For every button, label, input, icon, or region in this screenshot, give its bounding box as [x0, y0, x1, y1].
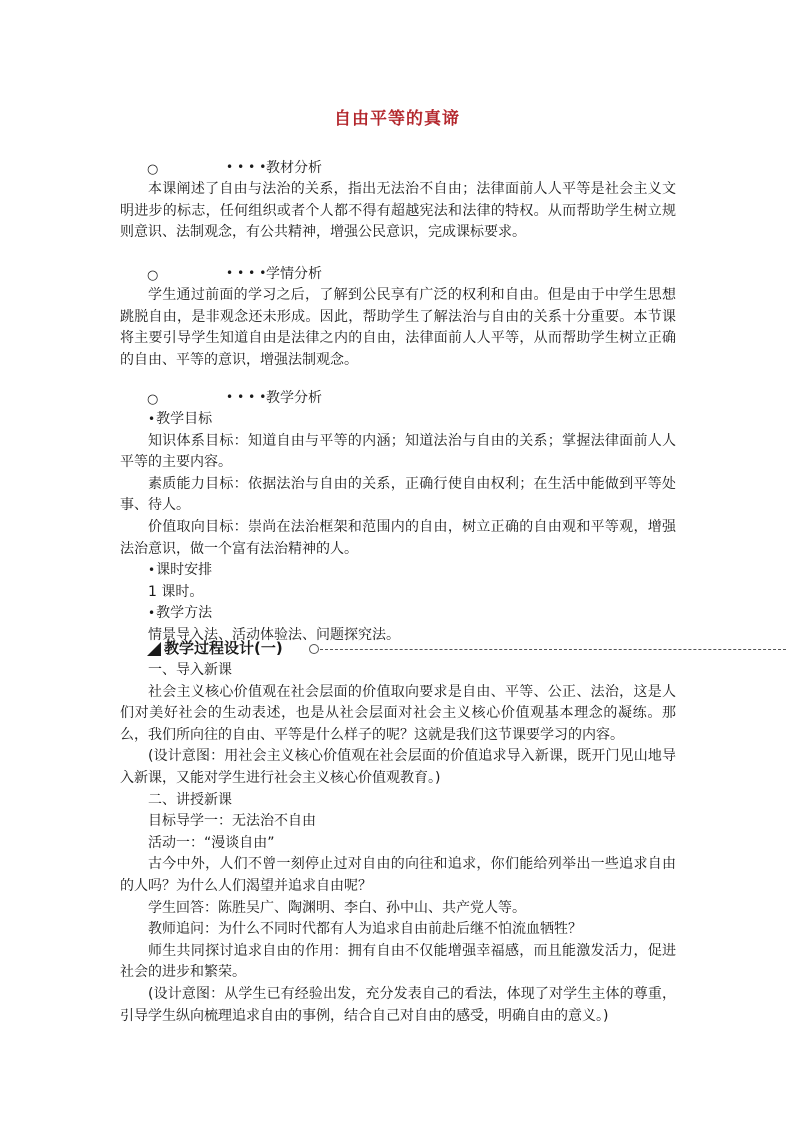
bullet-icon: •: [148, 412, 156, 426]
goal-value: 价值取向目标：崇尚在法治框架和范围内的自由，树立正确的自由观和平等观，增强法治意识，做一个富有法治精神的人。: [120, 518, 676, 557]
section-paragraph: 学生通过前面的学习之后，了解到公民享有广泛的权利和自由。但是由于中学生思想跳脱自由，是非观念还未形成。因此，帮助学生了解法治与自由的关系十分重要。本节课将主要引导学生知道自由是法律之内的自由，法律面前人人平等，从而帮助学生树立正确的自由、平等的意识，增强法制观念。: [120, 287, 676, 368]
dots-icon: ••••: [226, 160, 271, 174]
paragraph-discussion: 师生共同探讨追求自由的作用：拥有自由不仅能增强幸福感，而且能激发活力，促进社会的进步和繁荣。: [120, 942, 676, 981]
goal-ability: 素质能力目标：依据法治与自由的关系，正确行使自由权利；在生活中能做到平等处事、待人。: [120, 475, 676, 514]
part1-paragraph: 社会主义核心价值观在社会层面的价值取向要求是自由、平等、公正、法治，这是人们对美好社会的生动表述，也是从社会层面对社会主义核心价值观基本理念的凝练。那么，我们所向往的自由、平等是什么样子的呢？这就是我们这节课要学习的内容。: [120, 683, 676, 743]
method-heading: •教学方法: [148, 605, 213, 622]
section-textbook-analysis: [120, 158, 676, 244]
section-label: 学情分析: [266, 266, 322, 282]
section-heading: [120, 388, 676, 409]
process-design: [120, 638, 676, 1027]
goal-knowledge: 知识体系目标：知道自由与平等的内涵；知道法治与自由的关系；掌握法律面前人人平等的主要内容。: [120, 432, 676, 471]
dots-icon: ••••: [226, 266, 271, 280]
activity1-heading: 活动一：“漫谈自由”: [148, 834, 275, 851]
bullet-icon: •: [148, 563, 156, 578]
goals-heading: •教学目标: [148, 411, 213, 427]
process-banner: [120, 638, 676, 660]
part1-design-note: (设计意图：用社会主义核心价值观在社会层面的价值追求导入新课，既开门见山地导入新课，又能对学生进行社会主义核心价值观教育。): [120, 748, 676, 786]
method-text: 情景导入法、活动体验法、问题探究法。: [148, 626, 400, 643]
schedule-text: 1 课时。: [148, 583, 204, 600]
divider-dot-icon: [309, 644, 319, 654]
goal1-heading: 目标导学一：无法治不自由: [148, 813, 316, 830]
paragraph-question: 古今中外，人们不曾一刻停止过对自由的向往和追求，你们能给列举出一些追求自由的人吗？为什么人们渴望并追求自由呢？: [120, 856, 676, 894]
bullet-icon: •: [148, 606, 156, 621]
circle-icon: ○: [147, 268, 159, 283]
schedule-heading: •课时安排: [148, 562, 213, 579]
paragraph-student-answer: 学生回答：陈胜吴广、陶渊明、李白、孙中山、共产党人等。: [148, 899, 526, 916]
part2-heading: 二、讲授新课: [148, 791, 232, 808]
section-teaching-analysis: [120, 388, 676, 647]
section-label: 教材分析: [266, 160, 322, 176]
dots-icon: ••••: [226, 390, 271, 404]
section-student-analysis: [120, 264, 676, 371]
triangle-icon: [147, 642, 161, 656]
section-heading: [120, 264, 676, 285]
document-title: 自由平等的真谛: [334, 109, 460, 129]
section-heading: [120, 158, 676, 179]
part1-heading: 一、导入新课: [148, 662, 232, 678]
section-paragraph: 本课阐述了自由与法治的关系，指出无法治不自由；法律面前人人平等是社会主义文明进步的标志，任何组织或者个人都不得有超越宪法和法律的特权。从而帮助学生树立规则意识、法制观念，有公共精神，增强公民意识，完成课标要求。: [120, 181, 676, 241]
dashed-divider: [320, 649, 786, 650]
circle-icon: ○: [147, 162, 159, 177]
banner-title: 教学过程设计(一): [164, 639, 283, 657]
circle-icon: ○: [147, 392, 159, 407]
paragraph-teacher-question: 教师追问：为什么不同时代都有人为追求自由前赴后继不怕流血牺牲？: [148, 921, 582, 938]
paragraph-design-note: (设计意图：从学生已有经验出发，充分发表自己的看法，体现了对学生主体的尊重，引导学生纵向梳理追求自由的事例，结合自己对自由的感受，明确自由的意义。): [120, 985, 676, 1024]
section-label: 教学分析: [266, 390, 322, 406]
